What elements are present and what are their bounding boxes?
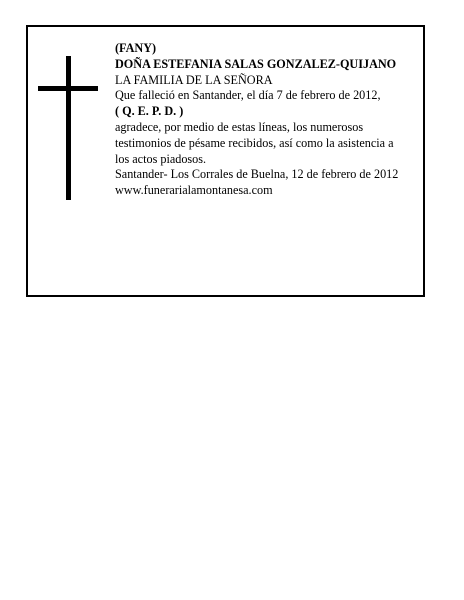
cross-icon (38, 56, 98, 200)
obituary-notice (26, 25, 425, 297)
website-link[interactable]: www.funerarialamontanesa.com (115, 183, 273, 198)
deceased-nickname: (FANY) (115, 41, 157, 55)
thanks-paragraph: agradece, por medio de estas líneas, los numerosos testimonios de pésame recibidos, así como la asistencia a los actos piadosos. (115, 119, 394, 166)
cross-horizontal-bar (38, 86, 98, 91)
deceased-name: DOÑA ESTEFANIA SALAS GONZALEZ-QUIJANO (115, 56, 397, 71)
death-line: Que falleció en Santander, el día 7 de febrero de 2012, (115, 88, 381, 103)
cross-vertical-bar (66, 56, 71, 200)
family-line: LA FAMILIA DE LA SEÑORA (115, 72, 273, 87)
notice-text (115, 41, 405, 199)
place-date-line: Santander- Los Corrales de Buelna, 12 de febrero de 2012 (115, 167, 399, 182)
rip-line: ( Q. E. P. D. ) (115, 104, 184, 119)
